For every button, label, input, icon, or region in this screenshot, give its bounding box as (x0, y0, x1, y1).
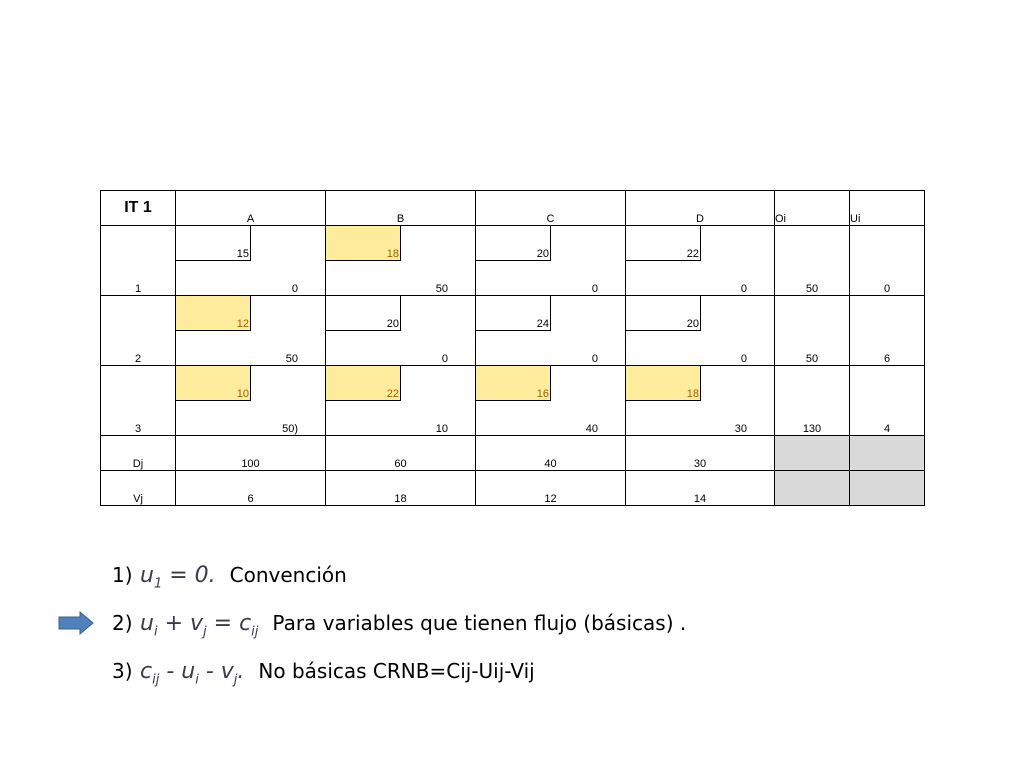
rule-formula: $u_1 = 0$. (140, 563, 216, 592)
rule-2 (112, 606, 686, 654)
allocation-value: 50 (285, 353, 298, 365)
ui-header: Ui (850, 191, 925, 226)
rule-description: Convención (229, 563, 347, 587)
cost-value: 18 (626, 366, 701, 401)
dj-label: Dj (101, 436, 176, 471)
allocation-value: 40 (585, 423, 598, 435)
empty-cell (775, 471, 850, 506)
cost-value: 20 (326, 296, 401, 331)
cost-value: 20 (626, 296, 701, 331)
cost-value: 22 (626, 226, 701, 261)
rules-list (112, 558, 686, 702)
cost-value: 12 (176, 296, 251, 331)
transport-cell (476, 366, 626, 436)
rule-number: 3) (112, 659, 133, 683)
cost-value: 15 (176, 226, 251, 261)
table-row (101, 226, 925, 296)
dj-value: 30 (626, 436, 775, 471)
transport-cell (626, 366, 775, 436)
transport-cell (176, 296, 326, 366)
allocation-value: 0 (591, 353, 598, 365)
vj-label: Vj (101, 471, 176, 506)
vj-value: 18 (326, 471, 476, 506)
cost-value: 20 (476, 226, 551, 261)
ui-value: 6 (850, 296, 925, 366)
oi-header: Oi (775, 191, 850, 226)
ui-value: 0 (850, 226, 925, 296)
allocation-value: 30 (734, 423, 747, 435)
allocation-value: 0 (291, 283, 298, 295)
allocation-value: 50 (435, 283, 448, 295)
dj-value: 100 (176, 436, 326, 471)
dj-value: 60 (326, 436, 476, 471)
oi-value: 130 (775, 366, 850, 436)
column-header-c: C (476, 191, 626, 226)
empty-cell (850, 436, 925, 471)
cost-value: 24 (476, 296, 551, 331)
ui-value: 4 (850, 366, 925, 436)
dj-value: 40 (476, 436, 626, 471)
allocation-value: 0 (441, 353, 448, 365)
column-header-a: A (176, 191, 326, 226)
cost-value: 10 (176, 366, 251, 401)
cost-value: 18 (326, 226, 401, 261)
column-header-b: B (326, 191, 476, 226)
empty-cell (775, 436, 850, 471)
rule-number: 2) (112, 611, 133, 635)
transport-cell (626, 226, 775, 296)
transport-cell (326, 296, 476, 366)
rule-1 (112, 558, 686, 606)
rule-3 (112, 654, 686, 702)
vj-value: 6 (176, 471, 326, 506)
transport-cell (326, 366, 476, 436)
right-arrow-icon (58, 611, 94, 635)
allocation-value: 10 (435, 423, 448, 435)
cost-value: 16 (476, 366, 551, 401)
rule-formula: $u_i + v_j = c_{ij}$ (140, 611, 259, 640)
column-header-d: D (626, 191, 775, 226)
table-title: IT 1 (101, 191, 176, 226)
row-label: 3 (101, 366, 176, 436)
transport-cell (476, 296, 626, 366)
oi-value: 50 (775, 296, 850, 366)
transport-cell (176, 366, 326, 436)
table-row (101, 366, 925, 436)
allocation-value: 0 (740, 353, 747, 365)
empty-cell (850, 471, 925, 506)
row-label: 2 (101, 296, 176, 366)
rule-description: Para variables que tienen flujo (básicas) . (272, 611, 687, 635)
rule-formula: $c_{ij} - u_i - v_j$. (140, 659, 245, 688)
vj-row (101, 471, 925, 506)
header-row (101, 191, 925, 226)
transport-cell (326, 226, 476, 296)
cost-value: 22 (326, 366, 401, 401)
allocation-value: 50) (282, 423, 298, 435)
dj-row (101, 436, 925, 471)
transport-cell (476, 226, 626, 296)
oi-value: 50 (775, 226, 850, 296)
transport-cell (626, 296, 775, 366)
transport-table (100, 190, 925, 506)
table-row (101, 296, 925, 366)
vj-value: 14 (626, 471, 775, 506)
allocation-value: 0 (740, 283, 747, 295)
rule-number: 1) (112, 563, 133, 587)
row-label: 1 (101, 226, 176, 296)
transport-cell (176, 226, 326, 296)
rule-description: No básicas CRNB=Cij-Uij-Vij (258, 659, 535, 683)
allocation-value: 0 (591, 283, 598, 295)
vj-value: 12 (476, 471, 626, 506)
